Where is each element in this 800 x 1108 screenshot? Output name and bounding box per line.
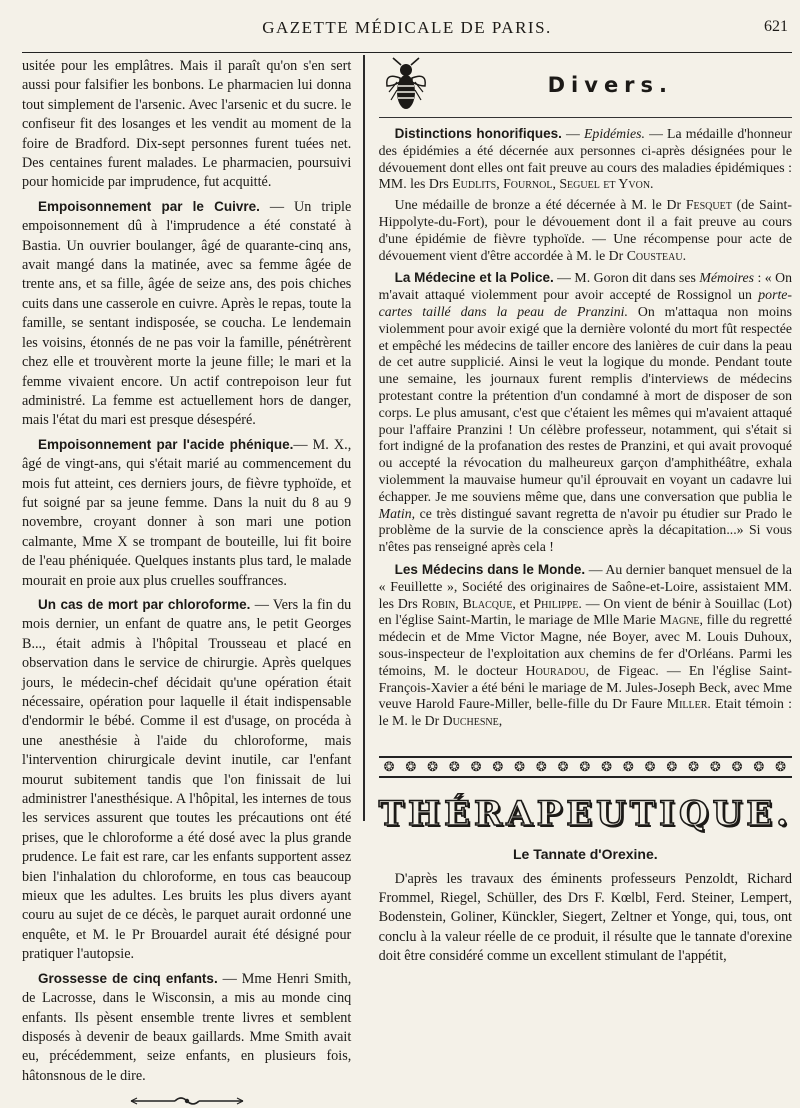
- article-text: Etait témoin : le M. le Dr: [378, 696, 792, 729]
- italic-text: porte-cartes taillé dans la peau de Pranzini.: [378, 287, 792, 319]
- doctor-name: Philippe.: [533, 595, 582, 611]
- italic-text: Mémoires: [699, 270, 755, 286]
- doctor-name: Cousteau.: [626, 247, 687, 263]
- continued-paragraph: usitée pour les emplâtres. Mais il paraît qu'on s'en sert aussi pour falsifier les bonbons. Le pharmacien lui donna tout simplement de l'arsenic. Avec l'arsenic et du sucre. le confiseur fit des losanges et les vendit au moment de la foire de Bradford. Dix-sept personnes furent tuées net. Des centaines furent malades. Le pharmacien, poursuivi pour homicide par imprudence, fut acquitté.: [22, 58, 352, 191]
- italic-text: Matin,: [378, 505, 416, 521]
- article-grossesse: [22, 969, 351, 1086]
- left-column: [22, 53, 363, 1084]
- article-cuivre: [22, 197, 351, 431]
- right-column: [365, 53, 792, 1028]
- therapeutics-title: [379, 794, 792, 834]
- article-medecine-police: [379, 270, 792, 556]
- article-heading: Empoisonnement par l'acide phénique.: [38, 436, 294, 452]
- divers-articles: [379, 126, 792, 730]
- article-text: — La médaille d'honneur des épidémies a été décernée aux personnes ci-après désignées pour le dévouement dont elles ont fait preuve au cours des maladies épidémiques : MM. les Drs: [378, 126, 792, 192]
- article-text: (de Saint-Hippolyte-du-Fort), pour le dévouement dont il a fait preuve au cours d'une épidémie de fièvre typhoïde. — Une récompense pour acte de dévouement vient d'être accordée à M. le Dr: [378, 197, 792, 263]
- article-heading: Distinctions honorifiques.: [394, 126, 562, 141]
- article-text: fille du regretté médecin et de Mme Victor Magne, née Boyer, avec M. Louis Duhoux, sous-inspecteur de l'exploitation aux chemins de fer d'Orléans. Parmi les témoins, M. le docteur: [378, 612, 792, 678]
- article-heading: La Médecine et la Police.: [394, 270, 554, 286]
- article-text: — On vient de bénir à Souillac (Lot) en l'église Saint-Martin, le mariage de Mlle Marie: [378, 595, 793, 628]
- article-text: et: [515, 595, 534, 611]
- article-text: — Au dernier banquet mensuel de la « Feuillette », Société des originaires de Saône-et-Loire, assistaient MM. les Drs: [378, 561, 792, 611]
- doctor-names: Robin, Blacque,: [421, 595, 516, 611]
- article-heading: Les Médecins dans le Monde.: [394, 561, 586, 577]
- article-acide-phenique: [22, 435, 351, 591]
- doctor-names: Eudlits, Fournol, Seguel et Yvon.: [452, 176, 654, 192]
- doctor-name: Duchesne,: [442, 713, 503, 729]
- article-heading: Empoisonnement par le Cuivre.: [38, 198, 260, 214]
- person-name: Magne,: [659, 612, 703, 628]
- fleuron-ornament: [22, 1094, 351, 1108]
- article-heading: Un cas de mort par chloroforme.: [38, 596, 251, 612]
- article-text: — Mme Henri Smith, de Lacrosse, dans le Wisconsin, a mis au monde cinq enfants. Ils pèsent ensemble trente livres et semblent disposés à devenir de beaux gaillards. Mme Smith avait eu, précédemment, seize enfants, en plusieurs fois, hâtonsnous de le dire.: [22, 970, 352, 1084]
- article-distinctions-cont: [379, 197, 792, 264]
- article-text: — M. X., âgé de vingt-ans, qui s'était marié au commencement du mois fut atteint, ces derniers jours, de fièvre typhoïde, et fut soigné par sa jeune femme. Dans la nuit du 8 au 9 novembre, croyant donner à son mari une potion calmante, Mme X se trompant de bouteille, lui fit boire de l'eau phéniquée. Quelques instants plus tard, le malade mourait en proie aux plus cruelles souffrances.: [22, 436, 352, 589]
- divers-section-header: [379, 53, 792, 118]
- section-title: THÉRAPEUTIQUE.: [378, 793, 792, 834]
- section-title: Divers.: [547, 73, 674, 97]
- running-header: [22, 0, 792, 53]
- two-column-body: [22, 53, 793, 1084]
- article-text: On m'attaqua non moins violemment pour avoir exigé que la dernière volonté du mort fût respectée et empêché les médecins de tailler encore des lanières de cuir dans la peau de cet autre supplicié. Ainsi le veut la logique du monde. Pendant toute une semaine, les journaux furent remplis d'interviews de médecins protestant contre la prétention d'un condamné à mort de disposer de son corps. Le plus amusant, c'est que c'étaient les mêmes qui m'avaient attaqué pour l'affaire Pranzini ! Un célèbre professeur, notamment, qui s'était si fort indigné de la profanation des restes de Pranzini, et qui avait provoqué ou accepté la révocation du malheureux garçon d'amphithéâtre, exhala violemment la mauvaise humeur qu'il éprouvait en voyant un cadavre lui échapper. Je me souviens même que, dans une conversation que publia le: [378, 303, 792, 504]
- bee-icon: [383, 56, 429, 114]
- doctor-name: Houradou,: [525, 662, 590, 678]
- article-text: Une médaille de bronze a été décernée à M. le Dr: [394, 197, 686, 213]
- article-subtitle: Le Tannate d'Orexine.: [512, 845, 658, 862]
- subheading: Epidémies.: [584, 126, 645, 141]
- journal-title: GAZETTE MÉDICALE DE PARIS.: [262, 18, 552, 37]
- ornamental-band: ❂ ❂ ❂ ❂ ❂ ❂ ❂ ❂ ❂ ❂ ❂ ❂ ❂ ❂ ❂ ❂ ❂ ❂ ❂: [379, 756, 792, 778]
- article-text: D'après les travaux des éminents professeurs Penzoldt, Richard Frommel, Riegel, Schüller, des Drs F. Kœlbl, Ferd. Steiner, Lempert, Bodenstein, Goliner, Künckler, Siegert, Zeltner et Yonge, qui, tous, ont conclu à la valeur réelle de ce produit, il résulte que le tannate d'orexine doit être considéré comme un excellent stimulant de l'appétit,: [378, 870, 792, 964]
- article-text: — M. Goron dit dans ses: [553, 270, 700, 286]
- article-chloroforme: [22, 595, 351, 965]
- article-text: — Vers la fin du mois dernier, un enfant de quatre ans, le petit Georges B..., était admis à l'hôpital Trousseau et placé en observation dans le service de chirurgie. Après quelques jours, le médecin-chef décidait qu'une opération était nécessaire, opération pour laquelle il était indispensable d'endormir le bébé. Comme il est d'usage, on procéda à une anesthésie à l'aide du chloroforme, mais l'intervention chirurgicale devint inutile, car l'enfant mourut subitement tandis que l'on finissait de lui administrer l'anesthésique. A l'hôpital, les internes de tous les services assurent que toutes les précautions ont été prises, que le chloroforme a été dosé avec la plus grande prudence. Le fait est rare, car les enfants supportent assez bien l'inhalation du chloroforme, en tous cas beaucoup mieux que les adultes. Les bruits les plus divers ayant couru au sujet de ce décès, le parquet aurait ordonné une enquête, et M. le Pr Brouardel aurait été désigné pour pratiquer l'autopsie.: [22, 596, 352, 963]
- article-text: ce très distingué savant regretta de n'avoir pu étudier sur Prado le problème de la survie de la conscience après la décapitation...» Si vous n'êtes pas renseigné après cela !: [378, 505, 792, 555]
- article-text: — Un triple empoisonnement dû à l'imprudence a été constaté à Bastia. Un ouvrier boulanger, âgé de quarante-cinq ans, avait mangé dans la matinée, avec sa femme âgée de trente ans, et sa fille, âgée de seize ans, des pois chiches cuits dans une casserole en cuivre. Après le repas, toute la famille, se sentant indisposée, se coucha. Le lendemain les voisins, étonnés de ne pas voir la famille, pénétrèrent chez elle et trouvèrent morte la jeune fille; le mari et la femme vivaient encore. Un actif contrepoison leur fut administré. La femme est actuellement hors de danger, mais l'état du mari est presque désespéré.: [22, 198, 352, 429]
- article-heading: Grossesse de cinq enfants.: [38, 970, 218, 986]
- person-name: Miller.: [666, 696, 711, 712]
- doctor-name: Fesquet: [685, 197, 732, 213]
- page-number: 621: [764, 18, 788, 35]
- article-medecins-monde: [379, 562, 792, 730]
- article-text: de Figeac. — En l'église Saint-François-Xavier a été béni le mariage de M. Jules-Joseph Beck, avec Mme veuve Harold Faure-Miller, belle-fille du Dr Faure: [378, 662, 792, 712]
- therapeutics-body: [379, 870, 792, 966]
- article-distinctions: Distinctions honorifiques. — Epidémies. — La médaille d'honneur des épidémies a été décernée aux personnes ci-après désignées pour le dévouement dont elles ont fait preuve au cours des maladies épidémiques : MM. les Drs Eudlits, Fournol, Seguel et Yvon.: [378, 126, 792, 192]
- article-text: : « On m'avait attaqué violemment pour avoir accepté de Rossignol un: [378, 270, 792, 303]
